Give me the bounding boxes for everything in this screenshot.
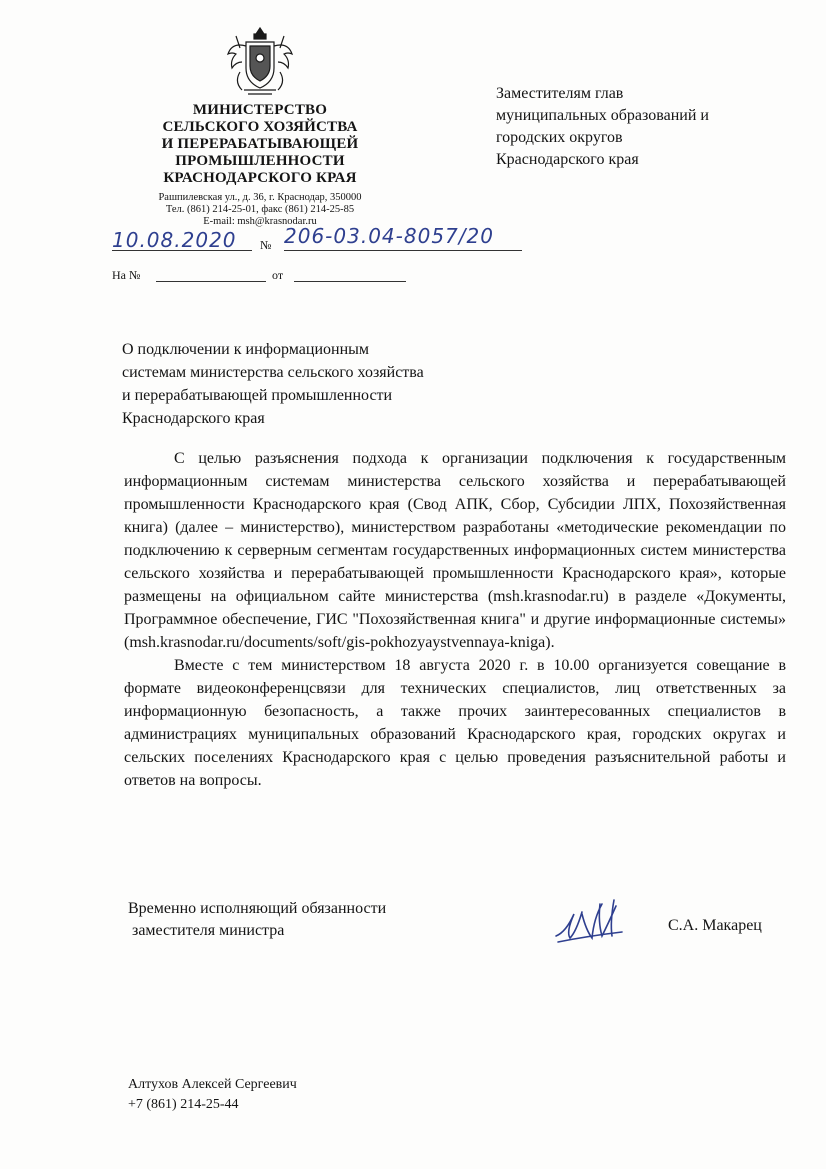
signatory-position-line: Временно исполняющий обязанности (128, 900, 387, 917)
body-paragraph: Вместе с тем министерством 18 августа 2020 г. в 10.00 организуется совещание в формате видеоконференцсвязи для технических специалистов, лиц ответственных за информационную безопасность, а также прочих заинтересованных специалистов в администрациях муниципальных образований Краснодарского края, городских округах и сельских поселениях Краснодарского края с целью проведения разъяснительной работы и ответов на вопросы. (124, 657, 786, 789)
signatory-name: С.А. Макарец (668, 917, 762, 934)
letter-body (124, 447, 786, 792)
handwritten-signature-icon (552, 892, 632, 948)
addressee-line: городских округов (496, 129, 623, 146)
signatory-position (128, 898, 448, 942)
addressee (496, 83, 796, 171)
subject-line: и перерабатывающей промышленности (122, 387, 393, 404)
registration-number-label: № (260, 238, 272, 252)
registration-number: 206-03.04-8057/20 (284, 224, 494, 248)
signatory-position-line: заместителя министра (128, 922, 285, 939)
reference-date-blank (294, 281, 406, 282)
ministry-phone-fax: Тел. (861) 214-25-01, факс (861) 214-25-85 (165, 204, 355, 215)
registration-date-underline (112, 250, 252, 251)
executor-info (128, 1075, 297, 1115)
addressee-line: Заместителям глав (496, 85, 624, 102)
executor-name: Алтухов Алексей Сергеевич (128, 1077, 297, 1092)
reference-line (112, 268, 412, 288)
subject-line: системам министерства сельского хозяйства (122, 364, 424, 381)
body-paragraph: С целью разъяснения подхода к организации подключения к государственным информационным системам министерства сельского хозяйства и перерабатывающей промышленности Краснодарского края (Свод АПК, Сбор, Субсидии ЛПХ, Похозяйственная книга) (далее – министерство), министерством разработаны «методические рекомендации по подключению к серверным сегментам государственных информационных систем министерства сельского хозяйства и перерабатывающей промышленности Краснодарского края», которые размещены на официальном сайте министерства (msh.krasnodar.ru) в разделе «Документы, Программное обеспечение, ГИС "Похозяйственная книга" и другие информационные системы» (msh.krasnodar.ru/documents/soft/gis-pokhozyaystvennaya-kniga). (124, 450, 786, 651)
krasnodar-coat-of-arms-icon (220, 22, 300, 100)
reference-number-blank (156, 281, 266, 282)
ministry-name-line: МИНИСТЕРСТВО (192, 102, 328, 118)
addressee-line: муниципальных образований и (496, 107, 709, 124)
registration-line (112, 224, 522, 258)
executor-phone: +7 (861) 214-25-44 (128, 1097, 239, 1112)
reference-number-label: На № (112, 268, 141, 282)
ministry-name-line: ПРОМЫШЛЕННОСТИ (175, 153, 345, 169)
ministry-name (120, 102, 400, 187)
ministry-name-line: И ПЕРЕРАБАТЫВАЮЩЕЙ (161, 136, 359, 152)
ministry-contacts (120, 192, 400, 228)
registration-date: 10.08.2020 (112, 228, 237, 252)
reference-from-label: от (272, 268, 284, 282)
ministry-email: E-mail: msh@krasnodar.ru (203, 216, 317, 227)
ministry-name-line: КРАСНОДАРСКОГО КРАЯ (163, 170, 357, 186)
addressee-line: Краснодарского края (496, 151, 639, 168)
ministry-address: Рашпилевская ул., д. 36, г. Краснодар, 350000 (158, 192, 362, 203)
ministry-name-line: СЕЛЬСКОГО ХОЗЯЙСТВА (162, 119, 358, 135)
subject-line: О подключении к информационным (122, 341, 369, 358)
subject-line: Краснодарского края (122, 410, 265, 427)
registration-number-underline (284, 250, 522, 251)
letter-subject (122, 338, 522, 430)
